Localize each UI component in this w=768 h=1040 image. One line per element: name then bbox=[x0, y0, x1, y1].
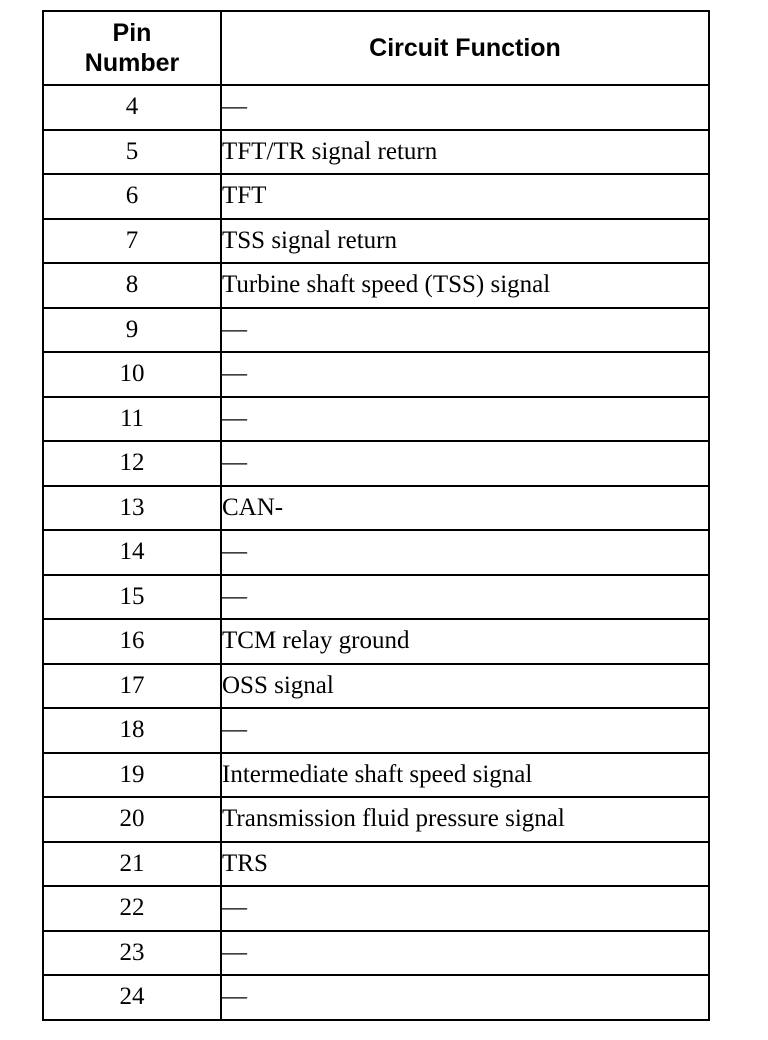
table-row bbox=[43, 664, 709, 709]
pin-header-line2: Number bbox=[84, 49, 180, 77]
table-row bbox=[43, 486, 709, 531]
table-row bbox=[43, 575, 709, 620]
table-row bbox=[43, 441, 709, 486]
pin-number-cell: 11 bbox=[43, 397, 221, 442]
table-row bbox=[43, 352, 709, 397]
pin-number-cell: 17 bbox=[43, 664, 221, 709]
circuit-function-cell: — bbox=[221, 886, 709, 931]
circuit-function-cell: — bbox=[221, 352, 709, 397]
circuit-function-cell: OSS signal bbox=[221, 664, 709, 709]
pin-number-cell: 16 bbox=[43, 619, 221, 664]
circuit-function-cell: TRS bbox=[221, 842, 709, 887]
circuit-function-cell: — bbox=[221, 85, 709, 130]
table-row bbox=[43, 219, 709, 264]
pin-number-cell: 15 bbox=[43, 575, 221, 620]
table-row bbox=[43, 797, 709, 842]
table-row bbox=[43, 931, 709, 976]
pin-number-cell: 14 bbox=[43, 530, 221, 575]
pin-number-cell: 24 bbox=[43, 975, 221, 1020]
circuit-function-cell: TFT/TR signal return bbox=[221, 130, 709, 175]
circuit-function-cell: TSS signal return bbox=[221, 219, 709, 264]
table-row bbox=[43, 753, 709, 798]
circuit-function-cell: — bbox=[221, 397, 709, 442]
circuit-function-cell: — bbox=[221, 441, 709, 486]
circuit-function-cell: CAN- bbox=[221, 486, 709, 531]
circuit-function-cell: — bbox=[221, 575, 709, 620]
circuit-function-cell: Intermediate shaft speed signal bbox=[221, 753, 709, 798]
pin-header-line1: Pin bbox=[112, 19, 152, 47]
pin-number-cell: 12 bbox=[43, 441, 221, 486]
table-row bbox=[43, 85, 709, 130]
table-row bbox=[43, 130, 709, 175]
circuit-function-cell: Transmission fluid pressure signal bbox=[221, 797, 709, 842]
pin-number-header bbox=[43, 11, 221, 85]
circuit-function-header: Circuit Function bbox=[221, 11, 709, 85]
pin-number-cell: 21 bbox=[43, 842, 221, 887]
circuit-function-cell: — bbox=[221, 975, 709, 1020]
pin-function-table bbox=[42, 10, 710, 1021]
circuit-function-cell: TCM relay ground bbox=[221, 619, 709, 664]
table-header-row bbox=[43, 11, 709, 85]
pin-number-cell: 8 bbox=[43, 263, 221, 308]
table-row bbox=[43, 708, 709, 753]
table-row bbox=[43, 886, 709, 931]
pin-number-cell: 4 bbox=[43, 85, 221, 130]
table-row bbox=[43, 530, 709, 575]
table-row bbox=[43, 619, 709, 664]
pin-number-cell: 22 bbox=[43, 886, 221, 931]
pin-number-cell: 13 bbox=[43, 486, 221, 531]
pin-number-cell: 10 bbox=[43, 352, 221, 397]
table-row bbox=[43, 397, 709, 442]
circuit-function-cell: — bbox=[221, 708, 709, 753]
table-row bbox=[43, 263, 709, 308]
pin-number-cell: 18 bbox=[43, 708, 221, 753]
pin-number-cell: 7 bbox=[43, 219, 221, 264]
circuit-function-cell: TFT bbox=[221, 174, 709, 219]
pin-number-cell: 19 bbox=[43, 753, 221, 798]
circuit-function-cell: — bbox=[221, 931, 709, 976]
table-row bbox=[43, 308, 709, 353]
table-row bbox=[43, 842, 709, 887]
pin-number-cell: 9 bbox=[43, 308, 221, 353]
table-row bbox=[43, 174, 709, 219]
circuit-function-cell: — bbox=[221, 530, 709, 575]
pin-number-cell: 6 bbox=[43, 174, 221, 219]
table-row bbox=[43, 975, 709, 1020]
pin-number-cell: 20 bbox=[43, 797, 221, 842]
pin-number-cell: 23 bbox=[43, 931, 221, 976]
circuit-function-cell: — bbox=[221, 308, 709, 353]
table-body bbox=[43, 85, 709, 1020]
circuit-function-cell: Turbine shaft speed (TSS) signal bbox=[221, 263, 709, 308]
pin-number-cell: 5 bbox=[43, 130, 221, 175]
